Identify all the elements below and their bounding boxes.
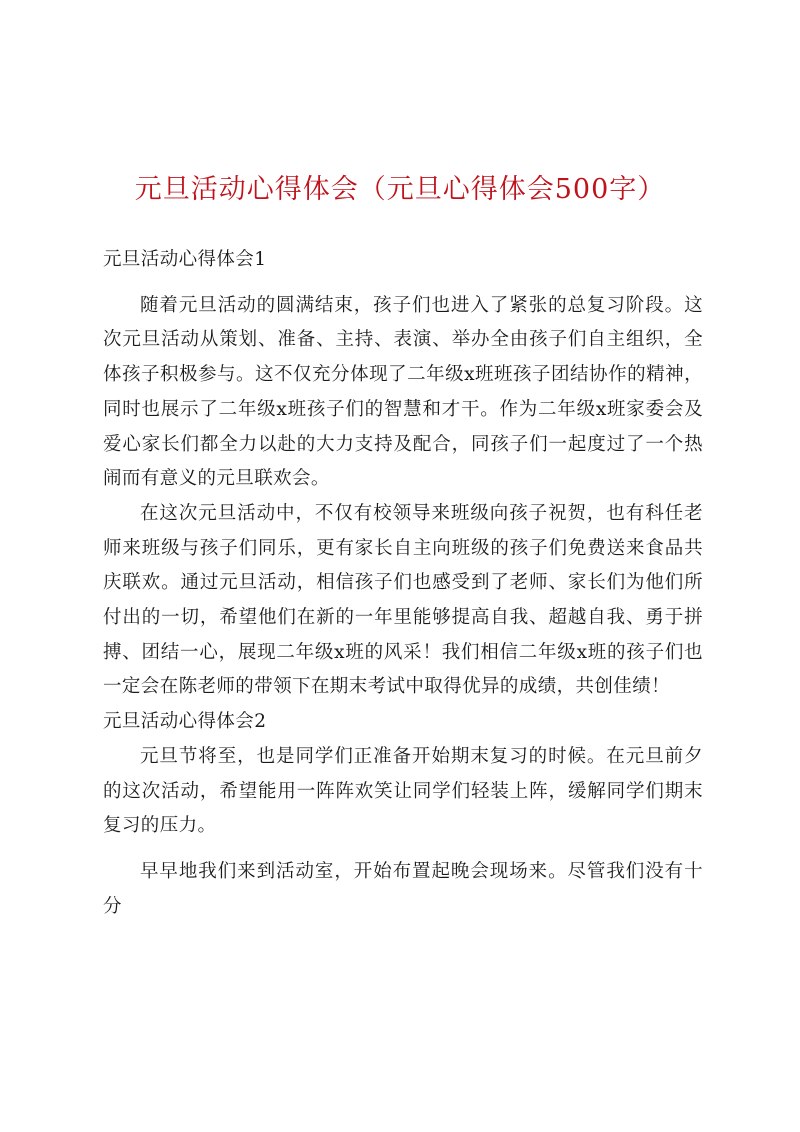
document-title: 元旦活动心得体会（元旦心得体会500字） (134, 174, 666, 205)
paragraph-1-1: 随着元旦活动的圆满结束，孩子们也进入了紧张的总复习阶段。这次元旦活动从策划、准备、主持、表演、举办全由孩子们自主组织，全体孩子积极参与。这不仅充分体现了二年级x班班孩子团结协作的精神，同时也展示了二年级x班孩子们的智慧和才干。作为二年级x班家委会及爱心家长们都全力以赴的大力支持及配合，同孩子们一起度过了一个热闹而有意义的元旦联欢会。 (103, 294, 703, 490)
section-heading-1: 元旦活动心得体会1 (103, 249, 267, 270)
paragraph-2-2: 早早地我们来到活动室，开始布置起晚会现场来。尽管我们没有十分 (103, 860, 703, 917)
document-body (103, 243, 703, 924)
section-heading-2: 元旦活动心得体会2 (103, 711, 267, 733)
paragraph-1-2: 在这次元旦活动中，不仅有校领导来班级向孩子祝贺，也有科任老师来班级与孩子们同乐，更有家长自主向班级的孩子们免费送来食品共庆联欢。通过元旦活动，相信孩子们也感受到了老师、家长们为他们所付出的一切，希望他们在新的一年里能够提高自我、超越自我、勇于拼搏、团结一心，展现二年级x班的风采！我们相信二年级x班的孩子们也一定会在陈老师的带领下在期末考试中取得优异的成绩，共创佳绩！ (103, 502, 703, 698)
paragraph-2-1: 元旦节将至，也是同学们正准备开始期末复习的时候。在元旦前夕的这次活动，希望能用一阵阵欢笑让同学们轻装上阵，缓解同学们期末复习的压力。 (103, 745, 703, 837)
